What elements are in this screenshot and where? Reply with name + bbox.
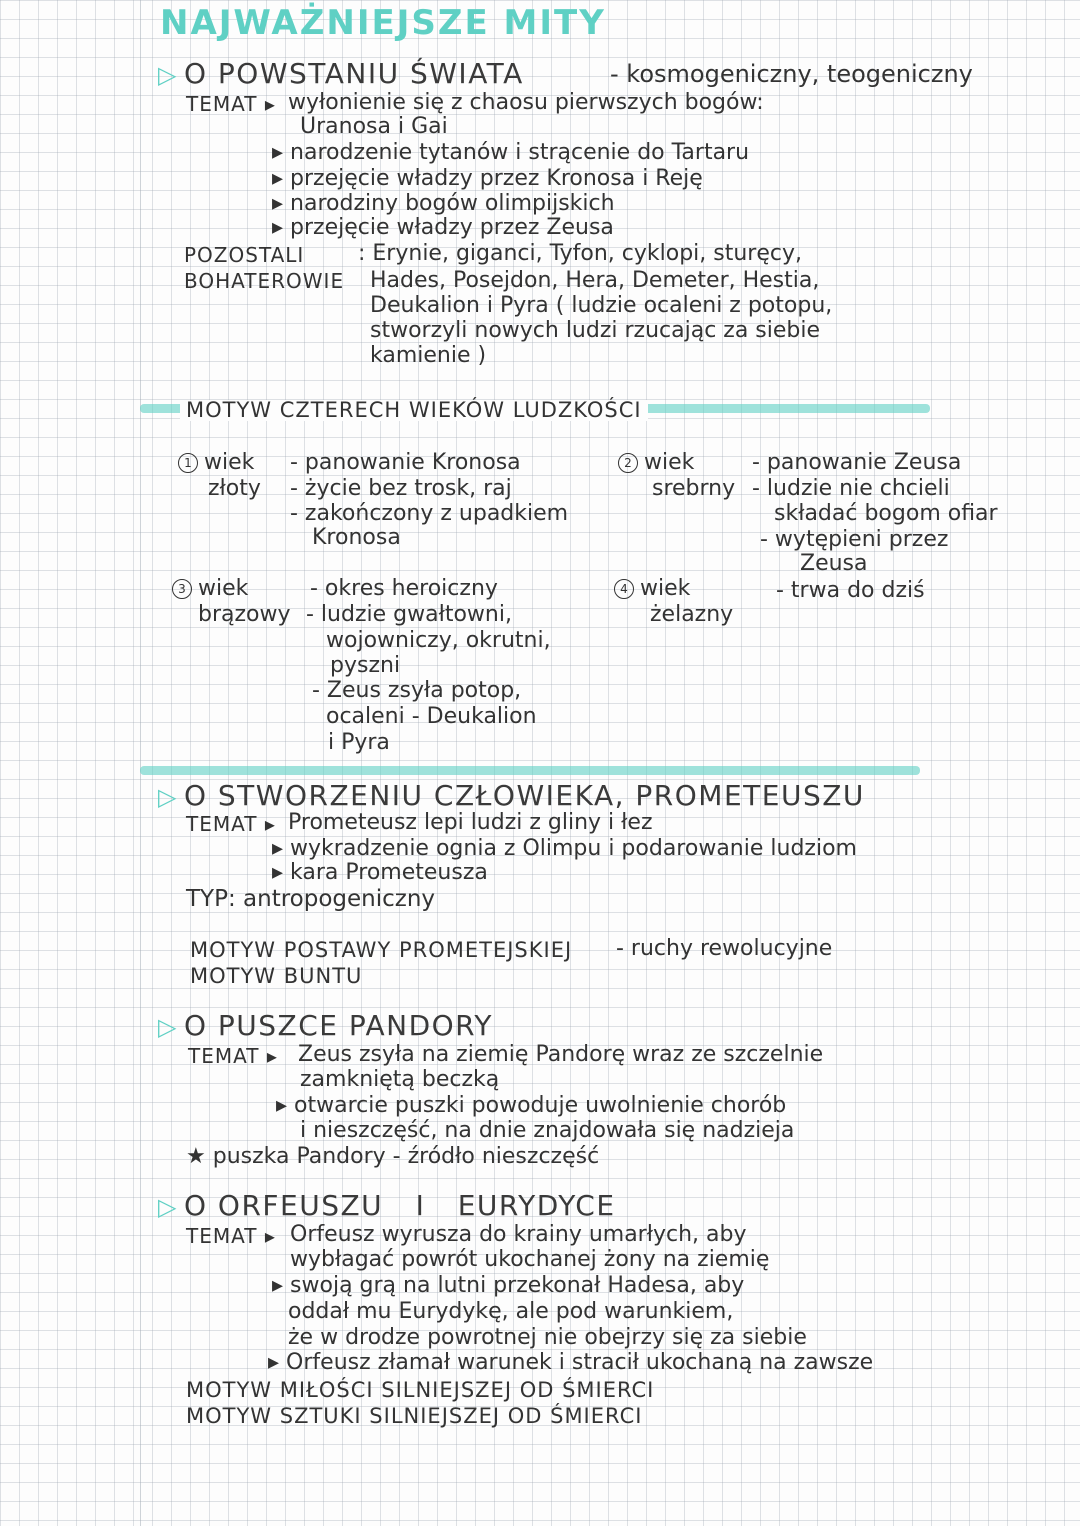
s3-line-2-text: otwarcie puszki powoduje uwolnienie chorób — [294, 1093, 787, 1118]
gold-item-3: Kronosa — [312, 525, 401, 550]
bronze-age-name: brązowy — [198, 602, 291, 627]
bronze-item-0: - okres heroiczny — [310, 576, 498, 601]
s2-line-1-text: wykradzenie ognia z Olimpu i podarowanie ludziom — [290, 836, 857, 861]
section-heading-orpheus — [158, 1189, 616, 1222]
gold-age-label — [178, 452, 254, 474]
s1-line-0: wyłonienie się z chaosu pierwszych bogów: — [288, 90, 764, 115]
others-line-1: Hades, Posejdon, Hera, Demeter, Hestia, — [370, 268, 820, 293]
heading-text: O ORFEUSZU — [183, 1189, 384, 1222]
temat-label-text: TEMAT — [186, 812, 258, 836]
silver-item-2: składać bogom ofiar — [774, 501, 998, 526]
page-title: NAJWAŻNIEJSZE MITY — [160, 3, 606, 43]
pandora-note-text: puszka Pandory - źródło nieszczęść — [212, 1144, 600, 1169]
four-ages-heading: MOTYW CZTERECH WIEKÓW LUDZKOŚCI — [180, 400, 648, 421]
section-heading-pandora — [158, 1009, 493, 1042]
s1-line-3: ▸ przejęcie władzy przez Kronosa i Reję — [272, 166, 703, 191]
temat-label-text: TEMAT — [188, 1044, 260, 1068]
s2-line-2-text: kara Prometeusza — [290, 860, 488, 885]
silver-age-name: srebrny — [652, 476, 736, 501]
triangle-bullet-icon: ▷ — [158, 783, 178, 811]
heading-text: O STWORZENIU CZŁOWIEKA, — [183, 779, 626, 812]
motif-rebellion: MOTYW BUNTU — [190, 964, 363, 988]
gold-item-1: - życie bez trosk, raj — [290, 476, 512, 501]
s1-line-2: ▸ narodzenie tytanów i strącenie do Tartaru — [272, 140, 750, 165]
bronze-item-3: pyszni — [330, 653, 401, 678]
iron-age-word: wiek — [640, 576, 691, 601]
heading-text-eurydice: EURYDYCE — [457, 1189, 616, 1222]
s3-line-0: Zeus zsyła na ziemię Pandorę wraz ze szczelnie — [298, 1042, 824, 1067]
bronze-item-6: i Pyra — [328, 730, 390, 755]
s2-line-2: ▸ kara Prometeusza — [272, 860, 488, 885]
notebook-margin — [140, 0, 141, 1526]
gold-item-2: - zakończony z upadkiem — [290, 501, 569, 526]
others-label-1: POZOSTALI — [184, 243, 305, 267]
s1-line-2-text: narodzenie tytanów i strącenie do Tartaru — [290, 140, 750, 165]
bronze-item-2: wojowniczy, okrutni, — [326, 628, 551, 653]
s4-line-1: wybłagać powrót ukochanej żony na ziemię — [290, 1247, 770, 1272]
silver-age-label — [618, 452, 694, 474]
bronze-age-label — [172, 578, 248, 600]
number-badge: 2 — [618, 453, 638, 473]
triangle-bullet-icon: ▷ — [158, 61, 178, 89]
heading-text-prometheus: PROMETEUSZU — [635, 779, 865, 812]
others-line-4: kamienie ) — [370, 343, 487, 368]
temat-label-text: TEMAT — [186, 1224, 258, 1248]
highlighter-bar — [140, 766, 920, 775]
triangle-bullet-icon: ▷ — [158, 1193, 178, 1221]
others-line-3: stworzyli nowych ludzi rzucając za siebie — [370, 318, 821, 343]
others-line-0-text: Erynie, giganci, Tyfon, cyklopi, sturęcy, — [372, 241, 802, 266]
motif-prometheus: MOTYW POSTAWY PROMETEJSKIEJ — [190, 938, 573, 962]
s2-line-0: Prometeusz lepi ludzi z gliny i łez — [288, 810, 653, 835]
temat-label: TEMAT ▸ — [186, 92, 276, 116]
s1-line-3-text: przejęcie władzy przez Kronosa i Reję — [290, 166, 703, 191]
motif-love-stronger-than-death: MOTYW MIŁOŚCI SILNIEJSZEJ OD ŚMIERCI — [186, 1378, 655, 1402]
gold-age-word: wiek — [204, 450, 255, 475]
section-heading-creation-of-man — [158, 779, 865, 812]
others-label-2: BOHATEROWIE — [184, 269, 345, 293]
silver-item-1: - ludzie nie chcieli — [752, 476, 950, 501]
silver-item-0: - panowanie Zeusa — [752, 450, 962, 475]
triangle-bullet-icon: ▷ — [158, 1013, 178, 1041]
s4-line-3: oddał mu Eurydykę, ale pod warunkiem, — [288, 1299, 734, 1324]
s4-line-4: że w drodze powrotnej nie obejrzy się za siebie — [288, 1325, 807, 1350]
others-line-2: Deukalion i Pyra ( ludzie ocaleni z potopu, — [370, 293, 833, 318]
s4-line-2: ▸ swoją grą na lutni przekonał Hadesa, aby — [272, 1273, 745, 1298]
pandora-note — [186, 1146, 599, 1168]
iron-age-name: żelazny — [650, 602, 734, 627]
number-badge: 4 — [614, 579, 634, 599]
s1-line-4: ▸ narodziny bogów olimpijskich — [272, 191, 615, 216]
number-badge: 1 — [178, 453, 198, 473]
section-heading-world-origin — [158, 57, 524, 90]
silver-item-5: - trwa do dziś — [776, 578, 925, 603]
s4-line-5-text: Orfeusz złamał warunek i stracił ukochaną na zawsze — [286, 1350, 874, 1375]
myth-type-anthropogenic: TYP: antropogeniczny — [186, 886, 436, 912]
s1-line-4-text: narodziny bogów olimpijskich — [290, 191, 615, 216]
heading-text-and: I — [415, 1189, 426, 1222]
bronze-age-word: wiek — [198, 576, 249, 601]
gold-item-0: - panowanie Kronosa — [290, 450, 521, 475]
others-line-0: : Erynie, giganci, Tyfon, cyklopi, sturęcy, — [358, 241, 802, 266]
s4-line-5: ▸ Orfeusz złamał warunek i stracił ukochaną na zawsze — [268, 1350, 874, 1375]
s3-line-3: i nieszczęść, na dnie znajdowała się nadzieja — [300, 1118, 795, 1143]
s1-line-5-text: przejęcie władzy przez Zeusa — [290, 215, 614, 240]
s1-line-1: Uranosa i Gai — [300, 114, 448, 139]
s4-line-2-text: swoją grą na lutni przekonał Hadesa, aby — [290, 1273, 745, 1298]
silver-age-word: wiek — [644, 450, 695, 475]
gold-age-name: złoty — [208, 476, 261, 501]
silver-item-4: Zeusa — [800, 551, 868, 576]
motif-art-stronger-than-death: MOTYW SZTUKI SILNIEJSZEJ OD ŚMIERCI — [186, 1404, 643, 1428]
s1-line-5: ▸ przejęcie władzy przez Zeusa — [272, 215, 614, 240]
silver-item-3: - wytępieni przez — [760, 527, 949, 552]
bronze-item-4: - Zeus zsyła potop, — [312, 678, 522, 703]
temat-label: TEMAT ▸ — [186, 812, 276, 836]
s2-line-1: ▸ wykradzenie ognia z Olimpu i podarowanie ludziom — [272, 836, 857, 861]
iron-age-label — [614, 578, 690, 600]
s4-line-0: Orfeusz wyrusza do krainy umarłych, aby — [290, 1222, 747, 1247]
bronze-item-1: - ludzie gwałtowni, — [306, 602, 512, 627]
myth-type-cosmogenic: - kosmogeniczny, teogeniczny — [610, 60, 973, 88]
star-icon: ★ — [186, 1144, 206, 1169]
temat-label-text: TEMAT — [186, 92, 258, 116]
bronze-item-5: ocaleni - Deukalion — [326, 704, 537, 729]
number-badge: 3 — [172, 579, 192, 599]
s3-line-2: ▸ otwarcie puszki powoduje uwolnienie chorób — [276, 1093, 787, 1118]
temat-label: TEMAT ▸ — [188, 1044, 278, 1068]
motif-prometheus-note: - ruchy rewolucyjne — [616, 936, 833, 961]
heading-text: O PUSZCE PANDORY — [183, 1009, 493, 1042]
heading-text: O POWSTANIU ŚWIATA — [183, 57, 524, 90]
temat-label: TEMAT ▸ — [186, 1224, 276, 1248]
s3-line-1: zamkniętą beczką — [300, 1067, 500, 1092]
